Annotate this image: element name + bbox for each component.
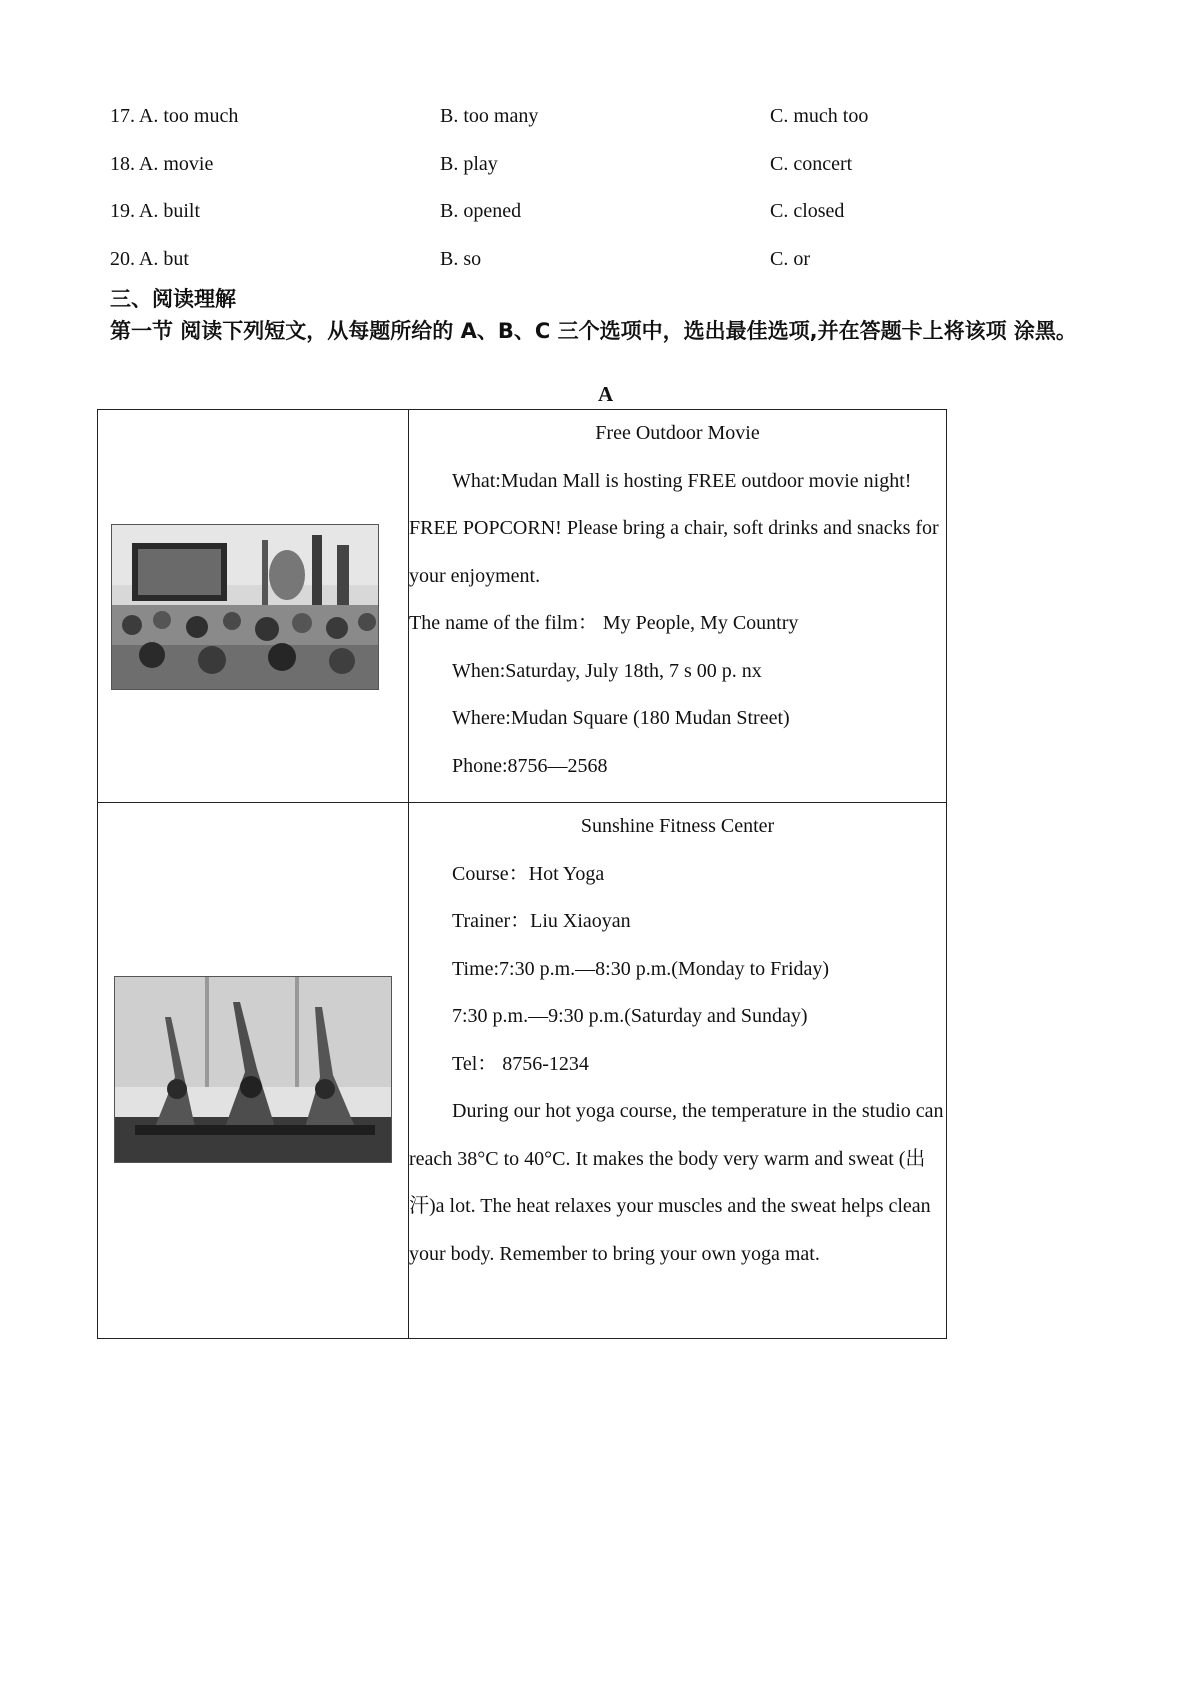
option-c: C. much too — [770, 105, 869, 127]
option-b: B. too many — [440, 105, 539, 127]
ad-image-cell — [98, 410, 409, 803]
ad-time-weekend: 7:30 p.m.—9:30 p.m.(Saturday and Sunday) — [452, 1005, 808, 1027]
ad-text-cell — [409, 410, 947, 803]
option-a: 19. A. built — [110, 200, 201, 222]
option-c: C. or — [770, 247, 810, 270]
ad-when: When:Saturday, July 18th, 7 s 00 p. nx — [452, 659, 762, 682]
ad-time-weekday: Time:7:30 p.m.—8:30 p.m.(Monday to Friday) — [452, 957, 830, 980]
choice-row-17 — [110, 100, 1110, 148]
option-a: 18. A. movie — [110, 152, 214, 175]
ad-row-yoga — [98, 803, 947, 1339]
ad-text-cell — [409, 803, 947, 1339]
ad-tel: Tel： 8756-1234 — [452, 1052, 589, 1075]
ad-course: Course：Hot Yoga — [452, 862, 605, 885]
choice-list — [110, 100, 1110, 290]
option-a: 20. A. but — [110, 247, 189, 270]
ad-what: What:Mudan Mall is hosting FREE outdoor movie night! FREE POPCORN! Please bring a chair, soft drinks and snacks for your enjoyment. — [409, 469, 939, 587]
option-b: B. so — [440, 247, 482, 270]
ad-row-movie — [98, 410, 947, 803]
ad-description: During our hot yoga course, the temperature in the studio can reach 38°C to 40°C. It makes the body very warm and sweat (出 汗)a lot. The heat relaxes your muscles and the sweat helps clean your body. Remember to bring your own yoga mat. — [409, 1100, 944, 1265]
section-title: 三、阅读理解 — [110, 287, 236, 311]
passage-letter: A — [598, 382, 614, 406]
option-c: C. concert — [770, 152, 853, 175]
option-c: C. closed — [770, 200, 845, 222]
option-b: B. play — [440, 152, 498, 175]
ad-image-cell — [98, 803, 409, 1339]
choice-row-19 — [110, 195, 1110, 243]
ad-where: Where:Mudan Square (180 Mudan Street) — [452, 707, 790, 729]
ad-title: Free Outdoor Movie — [595, 422, 760, 444]
ad-trainer: Trainer：Liu Xiaoyan — [452, 910, 631, 932]
ads-table — [97, 409, 947, 1339]
option-b: B. opened — [440, 200, 522, 222]
choice-row-18 — [110, 148, 1110, 196]
outdoor-movie-photo-icon — [111, 524, 379, 690]
ad-title: Sunshine Fitness Center — [580, 815, 775, 837]
option-a: 17. A. too much — [110, 105, 239, 127]
yoga-class-photo-icon — [114, 976, 392, 1163]
instruction-text: 第一节 阅读下列短文，从每题所给的 A、B、C 三个选项中，选出最佳选项,并在答题卡上将该项 涂黑。 — [110, 319, 1077, 343]
ad-phone: Phone:8756—2568 — [452, 754, 608, 777]
ad-film: The name of the film： My People, My Country — [409, 612, 799, 634]
